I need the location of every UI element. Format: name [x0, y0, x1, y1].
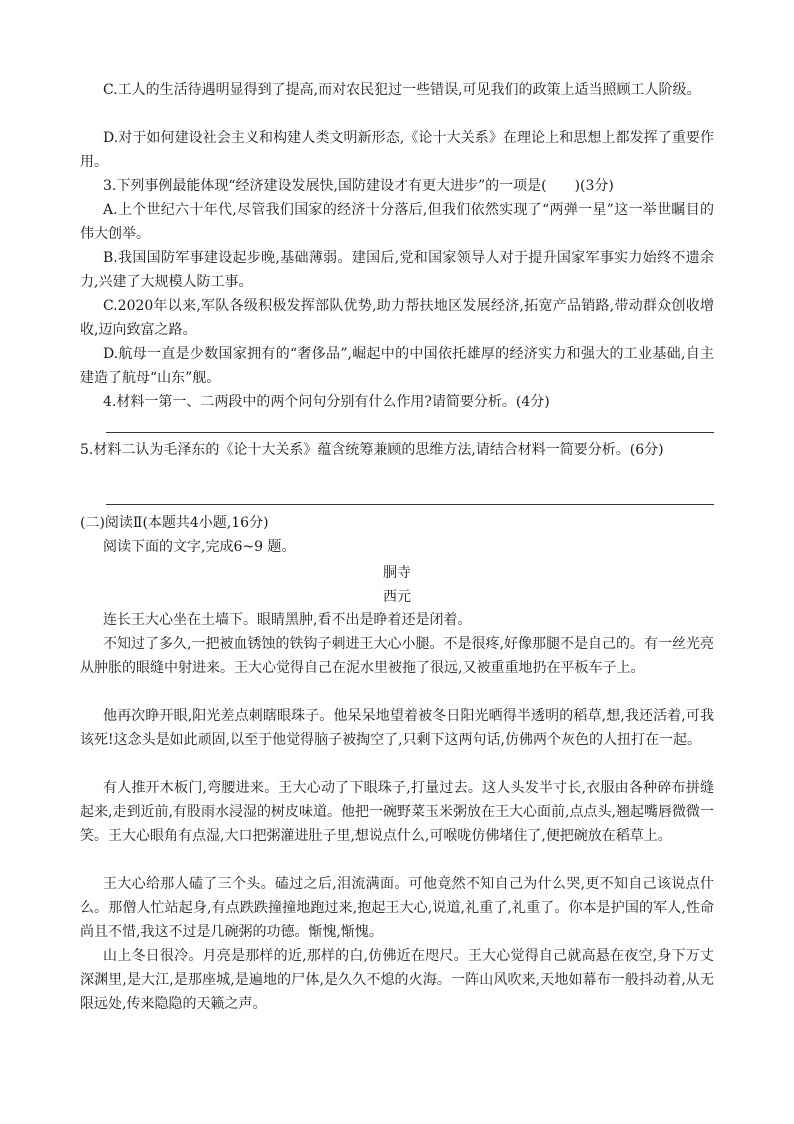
- q3-option-d: D.航母一直是少数国家拥有的“奢侈品”,崛起中的中国依托雄厚的经济实力和强大的工业基础,自主建造了航母“山东”舰。: [80, 346, 714, 386]
- q3-stem: 3.下列事例最能体现“经济建设发展快,国防建设才有更大进步”的一项是( )(3分): [103, 178, 614, 194]
- q2-option-d: D.对于如何建设社会主义和构建人类文明新形态,《论十大关系》在理论上和思想上都发挥了重要作用。: [80, 130, 714, 170]
- section2-instruction: 阅读下面的文字,完成6~9 题。: [103, 539, 296, 555]
- q3-option-c: C.2020年以来,军队各级积极发挥部队优势,助力帮扶地区发展经济,拓宽产品销路,带动群众创收增收,迈向致富之路。: [80, 298, 714, 338]
- q5-answer-line: [106, 504, 714, 505]
- passage-paragraph-1: 连长王大心坐在土墙下。眼睛黑肿,看不出是睁着还是闭着。: [103, 612, 472, 628]
- q4-answer-line: [106, 432, 714, 433]
- passage-paragraph-2: 不知过了多久,一把被血锈蚀的铁钩子刺进王大心小腿。不是很疼,好像那腿不是自己的。有一丝光亮从肿胀的眼缝中射进来。王大心觉得自己在泥水里被拖了很远,又被重重地扔在平板车子上。: [80, 636, 714, 676]
- q2-option-c: C.工人的生活待遇明显得到了提高,而对农民犯过一些错误,可见我们的政策上适当照顾工人阶级。: [103, 82, 701, 98]
- q3-option-a: A.上个世纪六十年代,尽管我们国家的经济十分落后,但我们依然实现了“两弹一星”这一举世瞩目的伟大创举。: [80, 202, 714, 242]
- passage-author: 西元: [383, 589, 411, 605]
- q5-stem: 5.材料二认为毛泽东的《论十大关系》蕴含统筹兼顾的思维方法,请结合材料一简要分析。(6分): [80, 442, 664, 458]
- section2-heading: (二)阅读Ⅱ(本题共4小题,16分): [80, 515, 269, 531]
- passage-paragraph-4: 有人推开木板门,弯腰进来。王大心动了下眼珠子,打量过去。这人头发半寸长,衣服由各种碎布拼缝起来,走到近前,有股雨水浸湿的树皮味道。他把一碗野菜玉米粥放在王大心面前,点点头,翘起嘴唇微微一笑。王大心眼角有点湿,大口把粥灌进肚子里,想说点什么,可喉咙仿佛堵住了,便把碗放在稻草上。: [80, 780, 714, 844]
- passage-title: 胴寺: [383, 565, 411, 581]
- q4-stem: 4.材料一第一、二两段中的两个问句分别有什么作用?请简要分析。(4分): [103, 394, 550, 410]
- passage-paragraph-5: 王大心给那人磕了三个头。磕过之后,泪流满面。可他竟然不知自己为什么哭,更不知自己该说点什么。那僧人忙站起身,有点跌跌撞撞地跑过来,抱起王大心,说道,礼重了,礼重了。你本是护国的军人,性命尚且不惜,我这不过是几碗粥的功德。惭愧,惭愧。: [80, 876, 714, 940]
- passage-paragraph-3: 他再次睁开眼,阳光差点刺瞎眼珠子。他呆呆地望着被冬日阳光晒得半透明的稻草,想,我还活着,可我该死!这念头是如此顽固,以至于他觉得脑子被掏空了,只剩下这两句话,仿佛两个灰色的人扭打在一起。: [80, 708, 714, 748]
- q3-option-b: B.我国国防军事建设起步晚,基础薄弱。建国后,党和国家领导人对于提升国家军事实力始终不遗余力,兴建了大规模人防工事。: [80, 250, 714, 290]
- passage-paragraph-6: 山上冬日很冷。月亮是那样的近,那样的白,仿佛近在咫尺。王大心觉得自己就高悬在夜空,身下万丈深渊里,是大江,是那座城,是遍地的尸体,是久久不熄的火海。一阵山风吹来,天地如幕布一般抖动着,从无限远处,传来隐隐的天籁之声。: [80, 948, 714, 1012]
